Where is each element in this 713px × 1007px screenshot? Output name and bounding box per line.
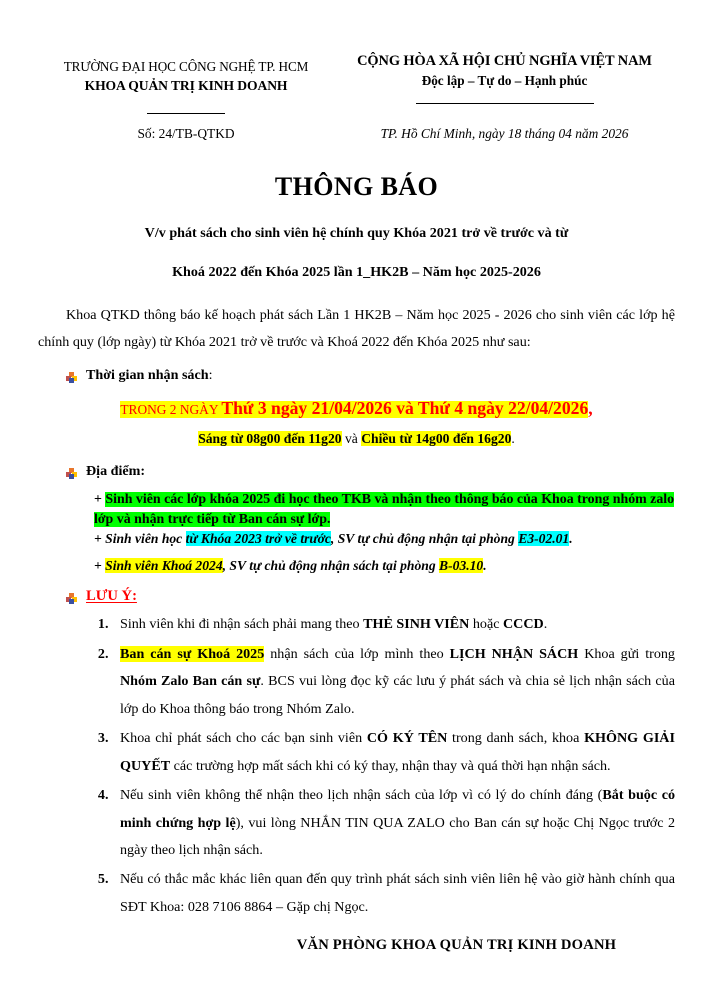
location-items [38, 490, 675, 575]
national-motto: Độc lập – Tự do – Hạnh phúc [421, 72, 588, 88]
note-emphasis-text: CÓ KÝ TÊN [366, 730, 448, 747]
location-item-k2025-text: Sinh viên các lớp khóa 2025 đi học theo TKB và nhận theo thông báo của Khoa trong nhóm zalo lớp và nhận trực tiếp từ Ban cán sự lớp. [94, 492, 675, 527]
location-item-marker: + [94, 557, 106, 573]
time-conjunction: và [341, 431, 362, 447]
location-item-k2024-end: . [483, 557, 487, 573]
document-subheader [38, 126, 675, 142]
header-left-divider [147, 113, 225, 114]
note-text: Khoa chỉ phát sách cho các bạn sinh viên [120, 730, 367, 747]
note-text: Nếu có thắc mắc khác liên quan đến quy trình phát sách sinh viên liên hệ vào giờ hành chính qua SĐT Khoa: 028 7106 8864 – Gặp chị Ngọc. [120, 871, 675, 915]
header-right-divider [416, 103, 594, 104]
location-item-k2023-mid: , SV tự chủ động nhận tại phòng [330, 530, 519, 546]
faculty-name: KHOA QUẢN TRỊ KINH DOANH [84, 77, 288, 93]
section-notes-heading [38, 588, 675, 605]
time-morning-slot: Sáng từ 08g00 đến 11g20 [198, 431, 342, 447]
note-emphasis-text: CCCD [503, 616, 544, 633]
location-item-k2024-cohort: Sinh viên Khoá 2024 [105, 557, 223, 573]
national-title: CỘNG HÒA XÃ HỘI CHỦ NGHĨA VIỆT NAM [357, 53, 652, 69]
intro-paragraph: Khoa QTKD thông báo kế hoạch phát sách Lần 1 HK2B – Năm học 2025 - 2026 cho sinh viên các lớp hệ chính quy (lớp ngày) từ Khóa 2021 trở về trước và Khoá 2022 đến Khóa 2025 như sau: [38, 306, 675, 351]
university-name: TRƯỜNG ĐẠI HỌC CÔNG NGHỆ TP. HCM [63, 59, 309, 74]
section-time-label: Thời gian nhận sách: [86, 367, 213, 384]
document-header [38, 52, 675, 114]
header-right-block [334, 52, 675, 104]
section-time-heading [38, 367, 675, 384]
location-item-k2023-lead: Sinh viên học [105, 530, 186, 546]
time-prefix-text: TRONG 2 NGÀY [120, 402, 222, 418]
note-item [112, 611, 675, 638]
location-item-k2023 [94, 529, 675, 549]
location-room-e3: E3-02.01 [518, 530, 570, 546]
note-emphasis-text: THẺ SINH VIÊN [363, 616, 470, 633]
title-block [38, 172, 675, 282]
location-item-marker: + [94, 530, 106, 546]
time-line-secondary [38, 430, 675, 448]
note-emphasis-text: Ban cán sự Khoá 2025 [120, 645, 265, 662]
note-text: . [543, 616, 548, 633]
note-text: các trường hợp mất sách khi có ký thay, nhận thay và quá thời hạn nhận sách. [170, 757, 611, 774]
note-item [112, 866, 675, 921]
time-trailing-comma: , [588, 398, 593, 419]
time-secondary-period: . [511, 431, 515, 447]
note-text: trong danh sách, khoa [447, 730, 585, 747]
time-line-primary [38, 398, 675, 419]
note-item [112, 641, 675, 723]
location-item-k2023-cohort: từ Khóa 2023 trở về trước [185, 530, 331, 546]
section-location-label: Địa điểm: [86, 463, 146, 480]
note-text: Sinh viên khi đi nhận sách phải mang theo [120, 616, 364, 633]
note-emphasis-text: Nhóm Zalo Ban cán sự [120, 673, 261, 690]
note-text: Khoa gửi trong [578, 645, 675, 662]
location-item-k2024-mid: , SV tự chủ động nhận sách tại phòng [222, 557, 440, 573]
place-and-date: TP. Hồ Chí Minh, ngày 18 tháng 04 năm 2026 [380, 125, 629, 141]
document-subtitle-line2: Khoá 2022 đến Khóa 2025 lần 1_HK2B – Năm học 2025-2026 [172, 263, 541, 280]
note-item [112, 725, 675, 780]
note-text: . BCS vui lòng đọc kỹ các lưu ý phát sách và chia sẻ lịch nhận sách của lớp do Khoa thông báo trong Nhóm Zalo. [120, 673, 675, 717]
location-room-b03: B-03.10 [439, 557, 484, 573]
document-number: Số: 24/TB-QTKD [137, 125, 235, 141]
note-emphasis-text: LỊCH NHẬN SÁCH [449, 645, 579, 662]
note-emphasis-text: Bắt buộc có minh chứng hợp lệ [120, 787, 676, 831]
note-text: Nếu sinh viên không thể nhận theo lịch nhận sách của lớp vì có lý do chính đáng ( [120, 787, 603, 804]
location-item-marker: + [94, 492, 106, 508]
bullet-marker-icon [66, 468, 77, 479]
note-text: hoặc [469, 616, 503, 633]
bullet-marker-icon [66, 593, 77, 604]
location-item-k2024 [94, 556, 675, 576]
signing-office: VĂN PHÒNG KHOA QUẢN TRỊ KINH DOANH [296, 937, 617, 954]
time-dates-text: Thứ 3 ngày 21/04/2026 và Thứ 4 ngày 22/04/2026 [221, 398, 589, 419]
location-item-k2023-end: . [569, 530, 573, 546]
location-item-k2025 [94, 490, 675, 528]
time-afternoon-slot: Chiều từ 14g00 đến 16g20 [361, 431, 512, 447]
document-subtitle-line1: V/v phát sách cho sinh viên hệ chính quy Khóa 2021 trở về trước và từ [144, 224, 569, 241]
note-emphasis-text: KHÔNG GIẢI QUYẾT [120, 730, 675, 774]
notes-list [38, 611, 675, 921]
note-item [112, 782, 675, 864]
page-title: THÔNG BÁO [274, 171, 439, 201]
section-location-heading [38, 463, 675, 480]
document-footer [38, 937, 675, 954]
bullet-marker-icon [66, 372, 77, 383]
note-text: ), vui lòng NHẮN TIN QUA ZALO cho Ban cán sự hoặc Chị Ngọc trước 2 ngày theo lịch nhận sách. [120, 814, 675, 859]
header-left-block [38, 52, 334, 114]
section-notes-label: LƯU Ý: [86, 588, 137, 605]
note-text: nhận sách của lớp mình theo [264, 645, 450, 662]
time-highlight-primary [120, 398, 589, 419]
